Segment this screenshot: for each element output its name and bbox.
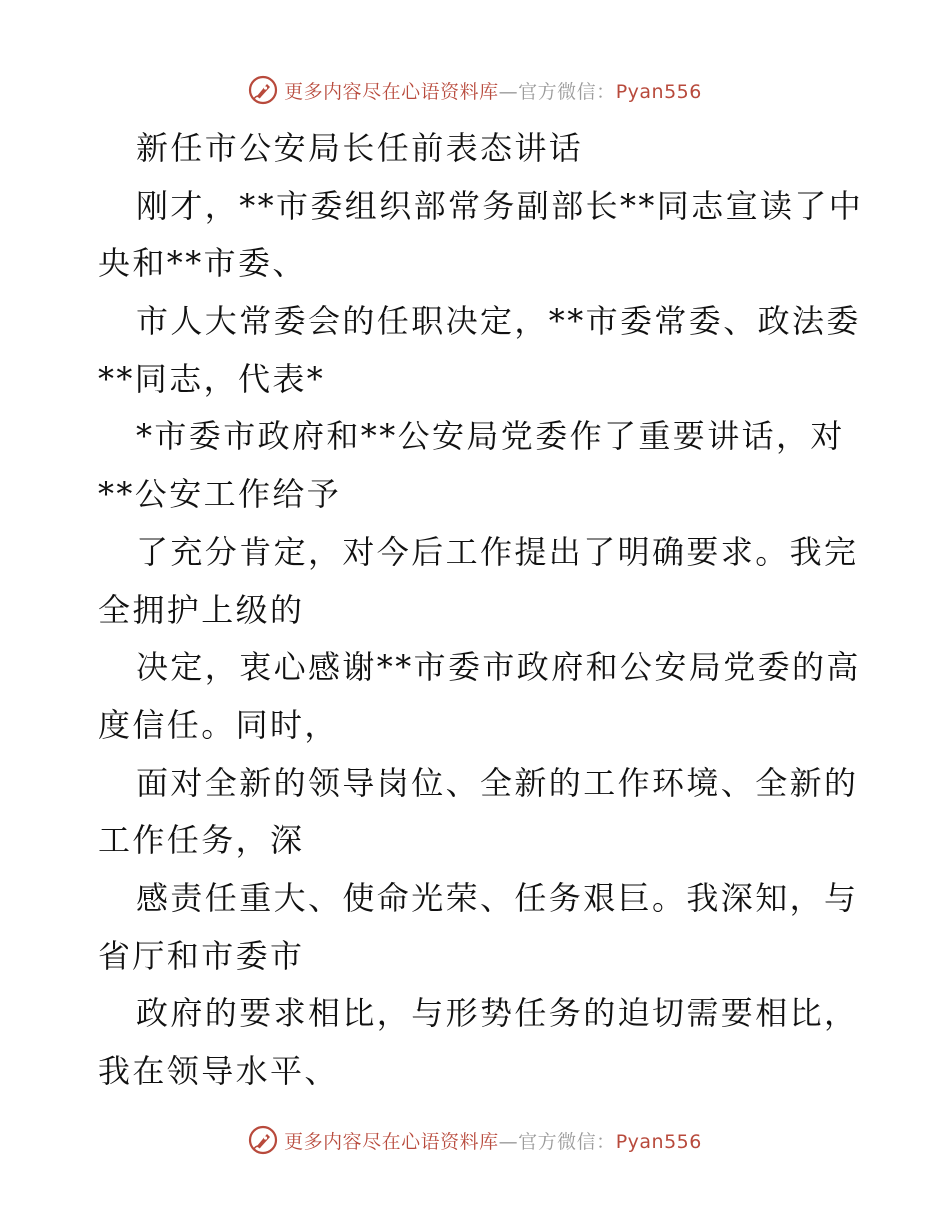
document-title: 新任市公安局长任前表态讲话 bbox=[136, 129, 584, 167]
banner-dash: — bbox=[498, 80, 519, 103]
text-line: 了充分肯定，对今后工作提出了明确要求。我完 bbox=[136, 532, 859, 571]
text-line: 工作任务，深 bbox=[98, 821, 305, 860]
text-line: 面对全新的领导岗位、全新的工作环境、全新的 bbox=[136, 763, 859, 802]
banner-wechat-label: 官方微信： bbox=[518, 1130, 616, 1153]
footer-banner bbox=[0, 1120, 950, 1160]
text-line: 市人大常委会的任职决定，**市委常委、政法委 bbox=[136, 302, 861, 341]
text-line: 央和**市委、 bbox=[98, 244, 307, 283]
banner-site-name: 更多内容尽在心语资料库 bbox=[284, 80, 499, 103]
banner-wechat-id: Pyan556 bbox=[615, 80, 702, 103]
text-line: 我在领导水平、 bbox=[98, 1052, 339, 1090]
text-line: 省厅和市委市 bbox=[98, 936, 305, 975]
banner-dash: — bbox=[498, 1130, 519, 1153]
banner-wechat-label: 官方微信： bbox=[518, 80, 616, 103]
text-line: 刚才，**市委组织部常务副部长**同志宣读了中 bbox=[136, 186, 864, 225]
banner-site-name: 更多内容尽在心语资料库 bbox=[284, 1130, 499, 1153]
banner-text bbox=[284, 77, 702, 104]
text-line: 决定，衷心感谢**市委市政府和公安局党委的高 bbox=[136, 648, 861, 687]
text-line: *市委市政府和**公安局党委作了重要讲话，对 bbox=[136, 417, 845, 456]
text-line: **同志，代表* bbox=[98, 359, 326, 398]
banner-text bbox=[284, 1127, 702, 1154]
text-line: 度信任。同时， bbox=[98, 705, 339, 744]
text-line: 全拥护上级的 bbox=[98, 590, 305, 629]
text-line: 感责任重大、使命光荣、任务艰巨。我深知，与 bbox=[136, 878, 859, 917]
text-line: 政府的要求相比，与形势任务的迫切需要相比， bbox=[136, 994, 859, 1033]
document-body bbox=[98, 120, 864, 1101]
pen-nib-logo-icon bbox=[248, 1125, 278, 1155]
text-line: **公安工作给予 bbox=[98, 475, 342, 514]
header-banner bbox=[0, 70, 950, 110]
banner-wechat-id: Pyan556 bbox=[615, 1130, 702, 1153]
pen-nib-logo-icon bbox=[248, 75, 278, 105]
